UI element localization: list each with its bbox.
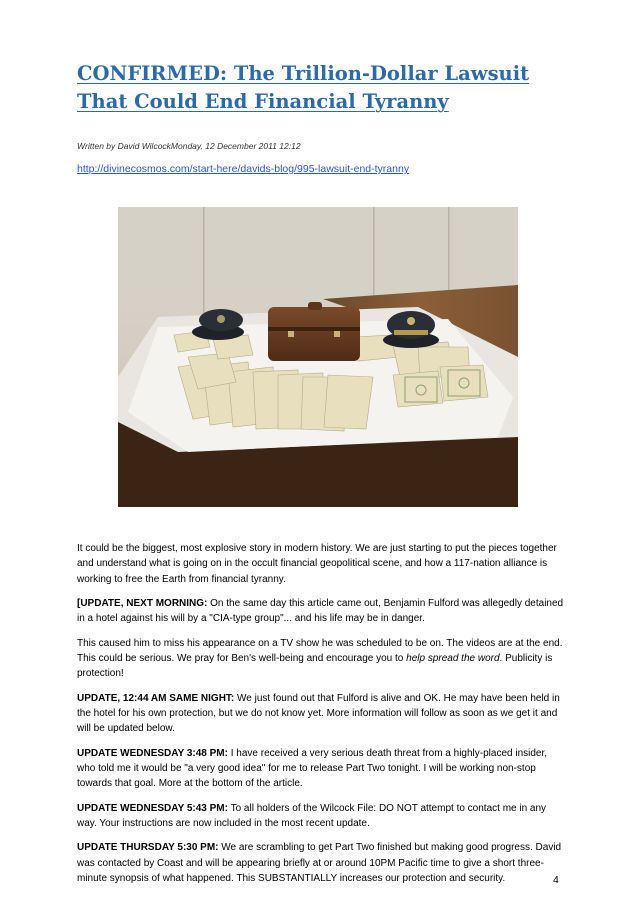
paragraph-text-end: . Publicity is protection! <box>77 653 553 680</box>
paragraph-text: This caused him to miss his appearance on a TV show he was scheduled to be on. The videos are at the end. This could be serious. We pray for Ben's well-being and encourage you to <box>77 637 563 665</box>
article-body <box>77 541 567 895</box>
emphasis-text: help spread the word <box>406 653 500 665</box>
update-thursday-530 <box>77 840 567 886</box>
update-text: We are scrambling to get Part Two finished but making good progress. David was contacted by Coast and will be appearing briefly at or around 10PM Pacific time to give a short three-minute synopsis of what happened. This SUBSTANTIALLY increases our protection and security. <box>77 842 562 885</box>
update-wednesday-348 <box>77 746 567 792</box>
intro-text: It could be the biggest, most explosive story in modern history. We are just starting to put the pieces together and understand what is going on in the occult financial geopolitical scene, and how a 117-nation alliance is working to free the Earth from financial tyranny. <box>77 543 557 585</box>
update-label: UPDATE THURSDAY 5:30 PM: <box>77 842 219 854</box>
source-link[interactable]: http://divinecosmos.com/start-here/davids-blog/995-lawsuit-end-tyranny <box>77 163 410 175</box>
update-same-night <box>77 691 567 737</box>
update-wednesday-543 <box>77 801 567 832</box>
page-number: 4 <box>553 874 559 886</box>
update-label: UPDATE WEDNESDAY 3:48 PM: <box>77 747 228 759</box>
update-label: [UPDATE, NEXT MORNING: <box>77 598 208 610</box>
photo-illustration <box>118 207 518 507</box>
article-title: CONFIRMED: The Trillion-Dollar Lawsuit That Could End Financial Tyranny <box>77 62 530 113</box>
update-text: I have received a very serious death threat from a highly-placed insider, who told me it would be "a very good idea" for me to release Part Two tonight. I will be working non-stop towards that goal. More at the bottom of the article. <box>77 747 548 790</box>
missed-appearance-paragraph <box>77 636 567 682</box>
update-next-morning <box>77 596 567 627</box>
article-byline: Written by David WilcockMonday, 12 December 2011 12:12 <box>77 141 301 151</box>
update-label: UPDATE, 12:44 AM SAME NIGHT: <box>77 692 235 704</box>
update-text: On the same day this article came out, Benjamin Fulford was allegedly detained in a hotel against his will by a "CIA-type group"... and his life may be in danger. <box>77 598 564 625</box>
update-text: We just found out that Fulford is alive and OK. He may have been held in the hotel for his own protection, but we do not know yet. More information will follow as soon as we get it and will be updated below. <box>77 692 560 735</box>
update-text: To all holders of the Wilcock File: DO NOT attempt to contact me in any way. Your instructions are now included in the most recent update. <box>77 802 547 830</box>
article-photo <box>118 207 518 507</box>
update-label: UPDATE WEDNESDAY 5:43 PM: <box>77 802 228 814</box>
intro-paragraph <box>77 541 567 587</box>
